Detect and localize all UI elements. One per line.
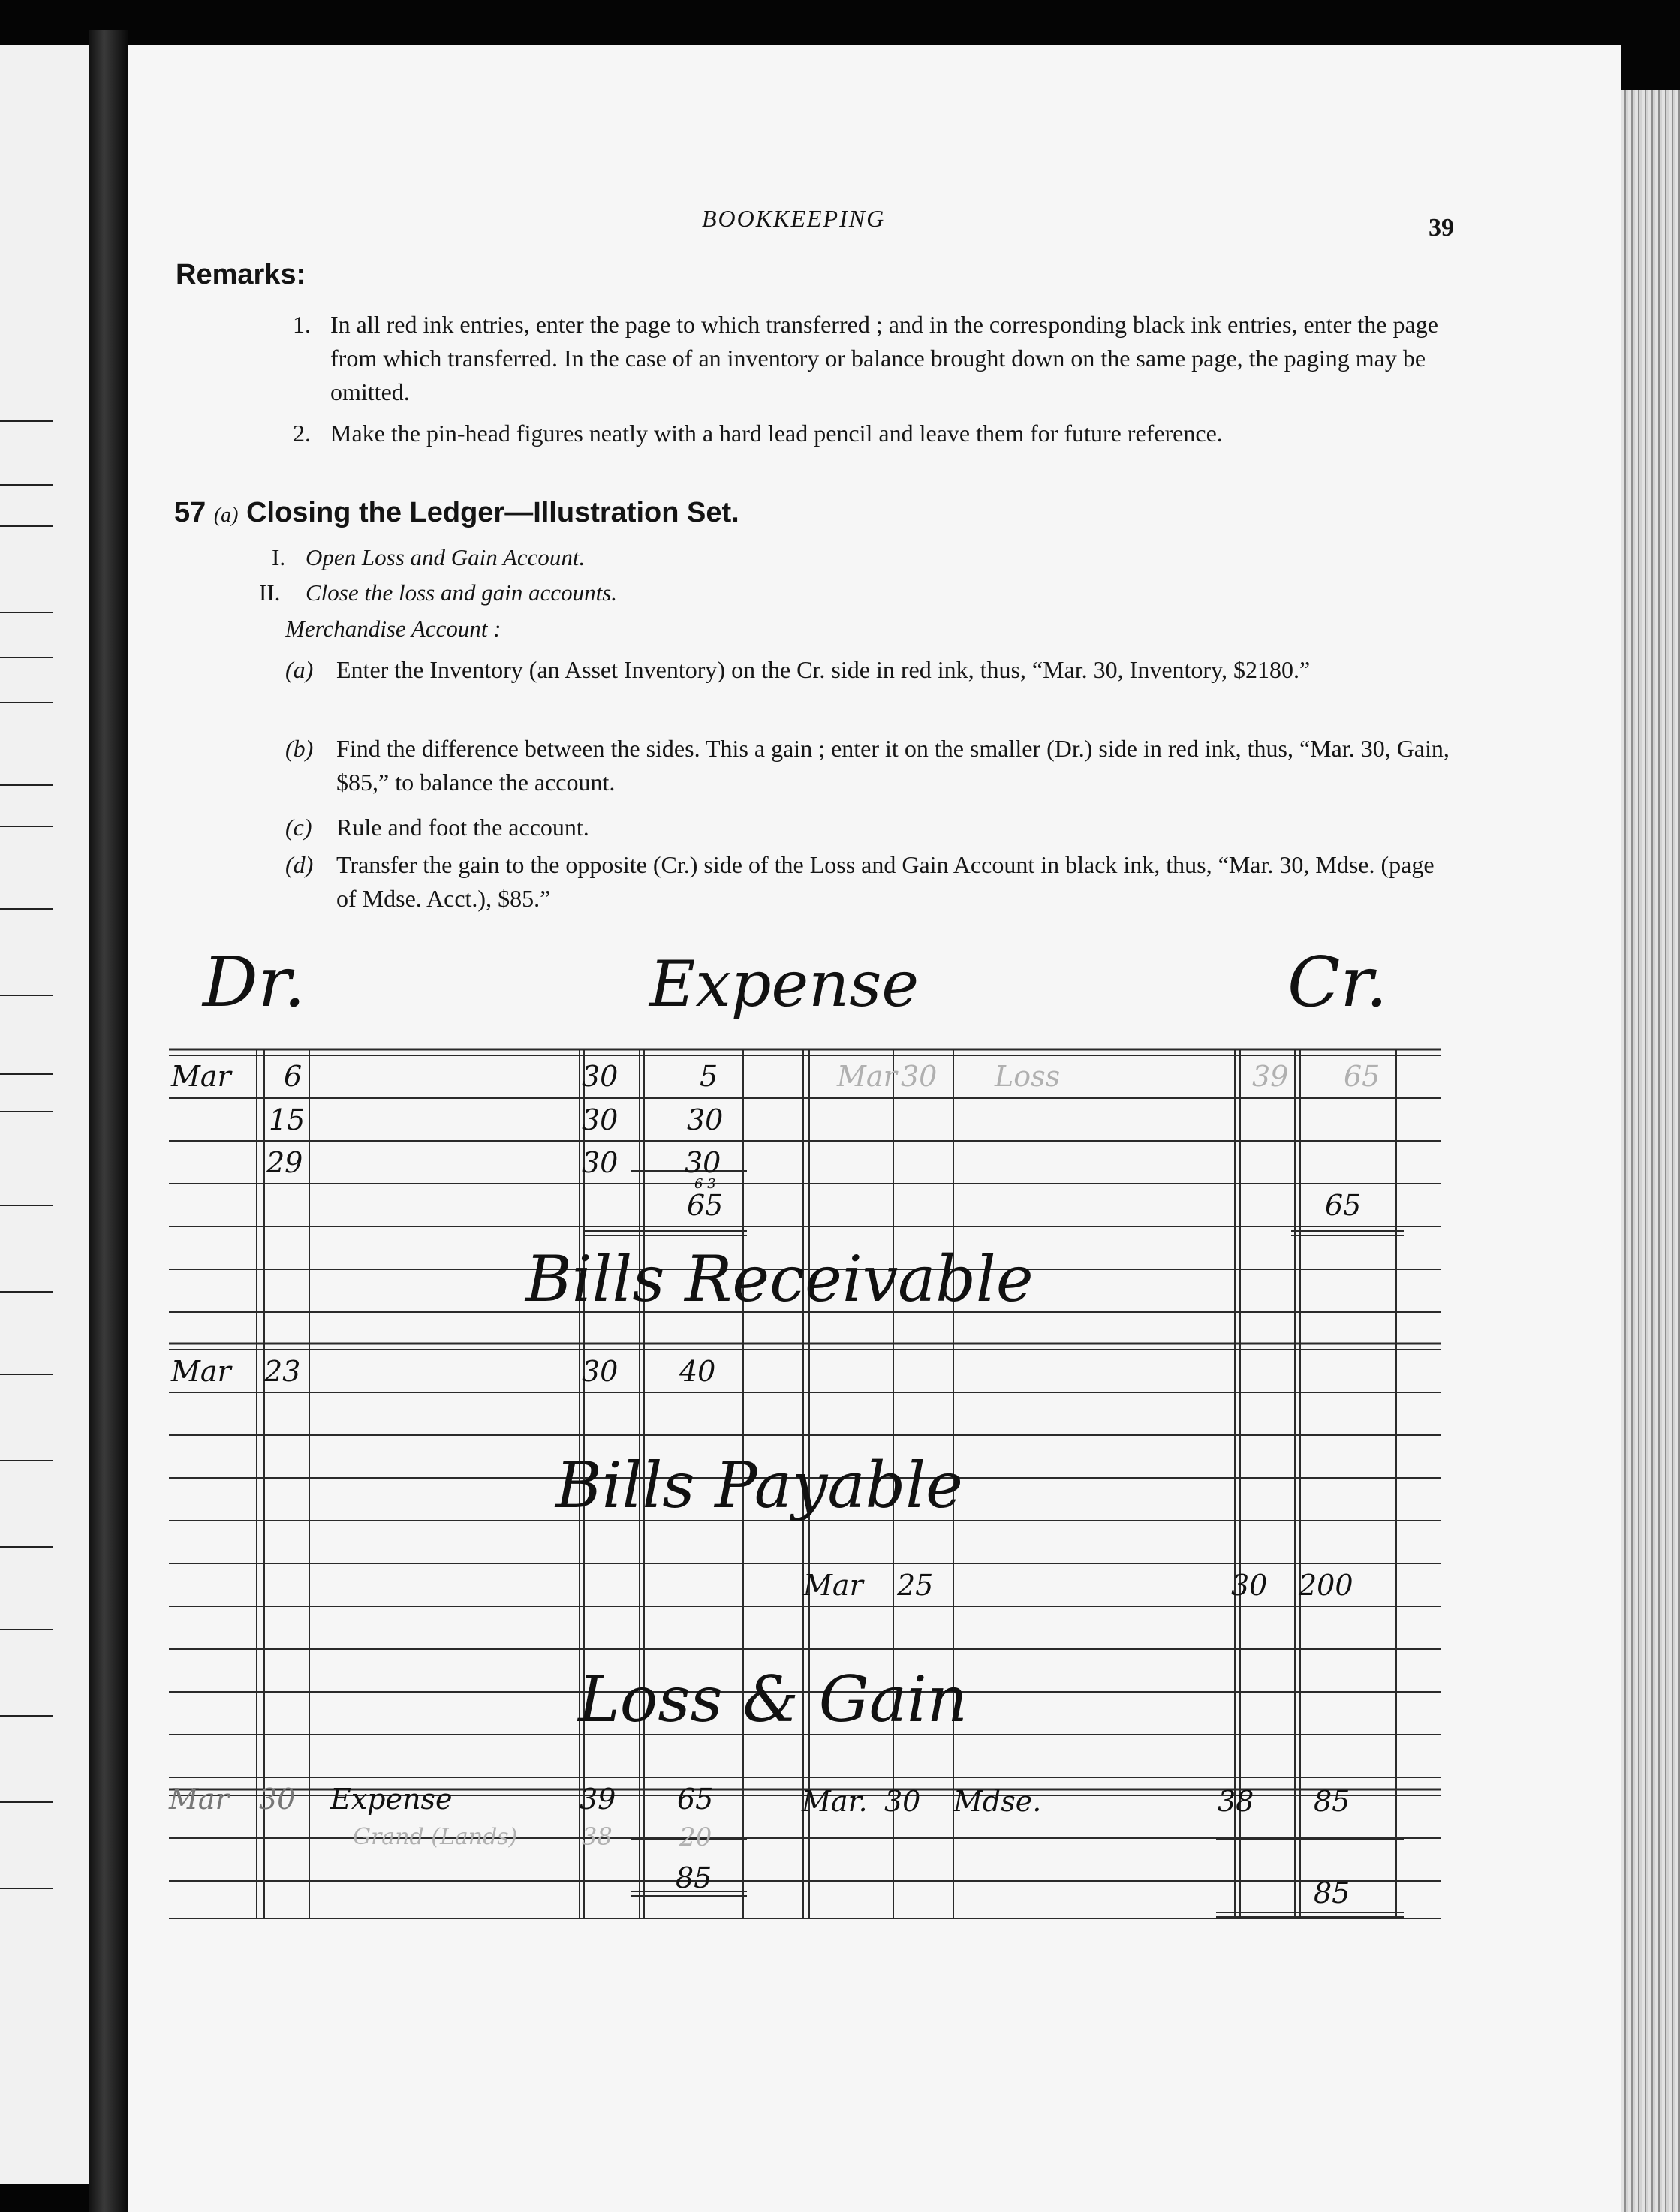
credit-day: 25 <box>897 1569 934 1602</box>
debit-day: 15 <box>269 1103 306 1136</box>
debit-heading: Dr. <box>203 942 306 1022</box>
credit-folio: 30 <box>1231 1569 1268 1602</box>
credit-month: Mar <box>803 1569 863 1602</box>
credit-item: Loss <box>995 1060 1061 1093</box>
debit-folio: 30 <box>582 1060 619 1093</box>
sub-item-label: (b) <box>285 735 314 762</box>
credit-amount: 65 <box>1344 1060 1380 1093</box>
sub-item-text: Rule and foot the account. <box>336 814 589 841</box>
running-head: BOOKKEEPING <box>702 205 886 232</box>
credit-item: Mdse. <box>953 1785 1042 1818</box>
section-title: Closing the Ledger—Illustration Set. <box>246 497 739 528</box>
debit-amount: 40 <box>679 1355 716 1388</box>
credit-folio: 39 <box>1252 1060 1289 1093</box>
account-title: Bills Receivable <box>525 1242 1034 1316</box>
debit-day: 30 <box>259 1783 296 1816</box>
remark-number: 1. <box>293 311 311 338</box>
debit-folio: 30 <box>582 1103 619 1136</box>
page-number: 39 <box>1429 214 1454 242</box>
debit-day: 29 <box>266 1146 303 1179</box>
credit-amount: 200 <box>1299 1569 1353 1602</box>
remarks-heading: Remarks: <box>176 259 306 290</box>
sub-item-label: (a) <box>285 656 314 683</box>
step-text: Close the loss and gain accounts. <box>306 579 618 606</box>
credit-folio: 38 <box>1218 1785 1254 1818</box>
step-number: II. <box>259 579 281 606</box>
credit-day: 30 <box>884 1785 921 1818</box>
sub-item-text: Enter the Inventory (an Asset Inventory) on the Cr. side in red ink, thus, “Mar. 30, Inventory, $2180.” <box>336 656 1311 683</box>
account-title: Loss & Gain <box>578 1663 968 1736</box>
debit-amount: 20 <box>679 1822 712 1852</box>
sub-item-label: (d) <box>285 851 314 878</box>
remark-number: 2. <box>293 420 311 447</box>
step-text: Open Loss and Gain Account. <box>306 544 586 570</box>
credit-month: Mar <box>837 1060 897 1093</box>
sub-item-text: Find the difference between the sides. This a gain ; enter it on the smaller (Dr.) side in red ink, thus, “Mar. 30, Gain, $85,” to balance the account. <box>336 735 1450 796</box>
sub-item-text: Transfer the gain to the opposite (Cr.) side of the Loss and Gain Account in black ink, thus, “Mar. 30, Mdse. (page of Mdse. Acct.), $85.” <box>336 851 1435 912</box>
remark-text: Make the pin-head figures neatly with a hard lead pencil and leave them for future reference. <box>330 420 1223 447</box>
debit-day: 6 <box>284 1060 303 1093</box>
subheading: Merchandise Account : <box>285 615 501 642</box>
debit-amount: 30 <box>685 1146 721 1179</box>
account-title: Bills Payable <box>555 1449 963 1522</box>
debit-month: Mar <box>171 1060 231 1093</box>
debit-day: 23 <box>264 1355 301 1388</box>
pencil-footing: 6 3 <box>694 1176 716 1192</box>
debit-item: Expense <box>330 1783 453 1816</box>
sub-item-label: (c) <box>285 814 312 841</box>
credit-amount: 85 <box>1314 1785 1350 1818</box>
remark-text: In all red ink entries, enter the page to which transferred ; and in the corresponding black ink entries, enter the page from which transferred. In the case of an inventory or balance brought down on the same page, the paging may be omitted. <box>330 311 1438 405</box>
credit-day: 30 <box>901 1060 938 1093</box>
debit-total: 65 <box>687 1189 724 1222</box>
account-title: Expense <box>649 947 920 1021</box>
section-number: 57 <box>174 497 206 528</box>
debit-folio: 39 <box>580 1783 616 1816</box>
debit-total: 85 <box>676 1861 712 1894</box>
debit-month: Mar <box>171 1355 231 1388</box>
debit-amount: 30 <box>687 1103 724 1136</box>
debit-amount: 65 <box>677 1783 714 1816</box>
step-number: I. <box>272 544 286 570</box>
debit-folio: 30 <box>582 1355 619 1388</box>
credit-total: 85 <box>1314 1876 1350 1910</box>
debit-item: Grand (Lands) <box>353 1824 518 1850</box>
debit-folio: 38 <box>582 1822 613 1851</box>
credit-total: 65 <box>1325 1189 1362 1222</box>
credit-month: Mar. <box>802 1785 868 1818</box>
debit-month: Mar <box>169 1783 229 1816</box>
debit-amount: 5 <box>700 1060 718 1093</box>
credit-heading: Cr. <box>1287 942 1388 1022</box>
debit-folio: 30 <box>582 1146 619 1179</box>
section-label: (a) <box>213 504 239 527</box>
